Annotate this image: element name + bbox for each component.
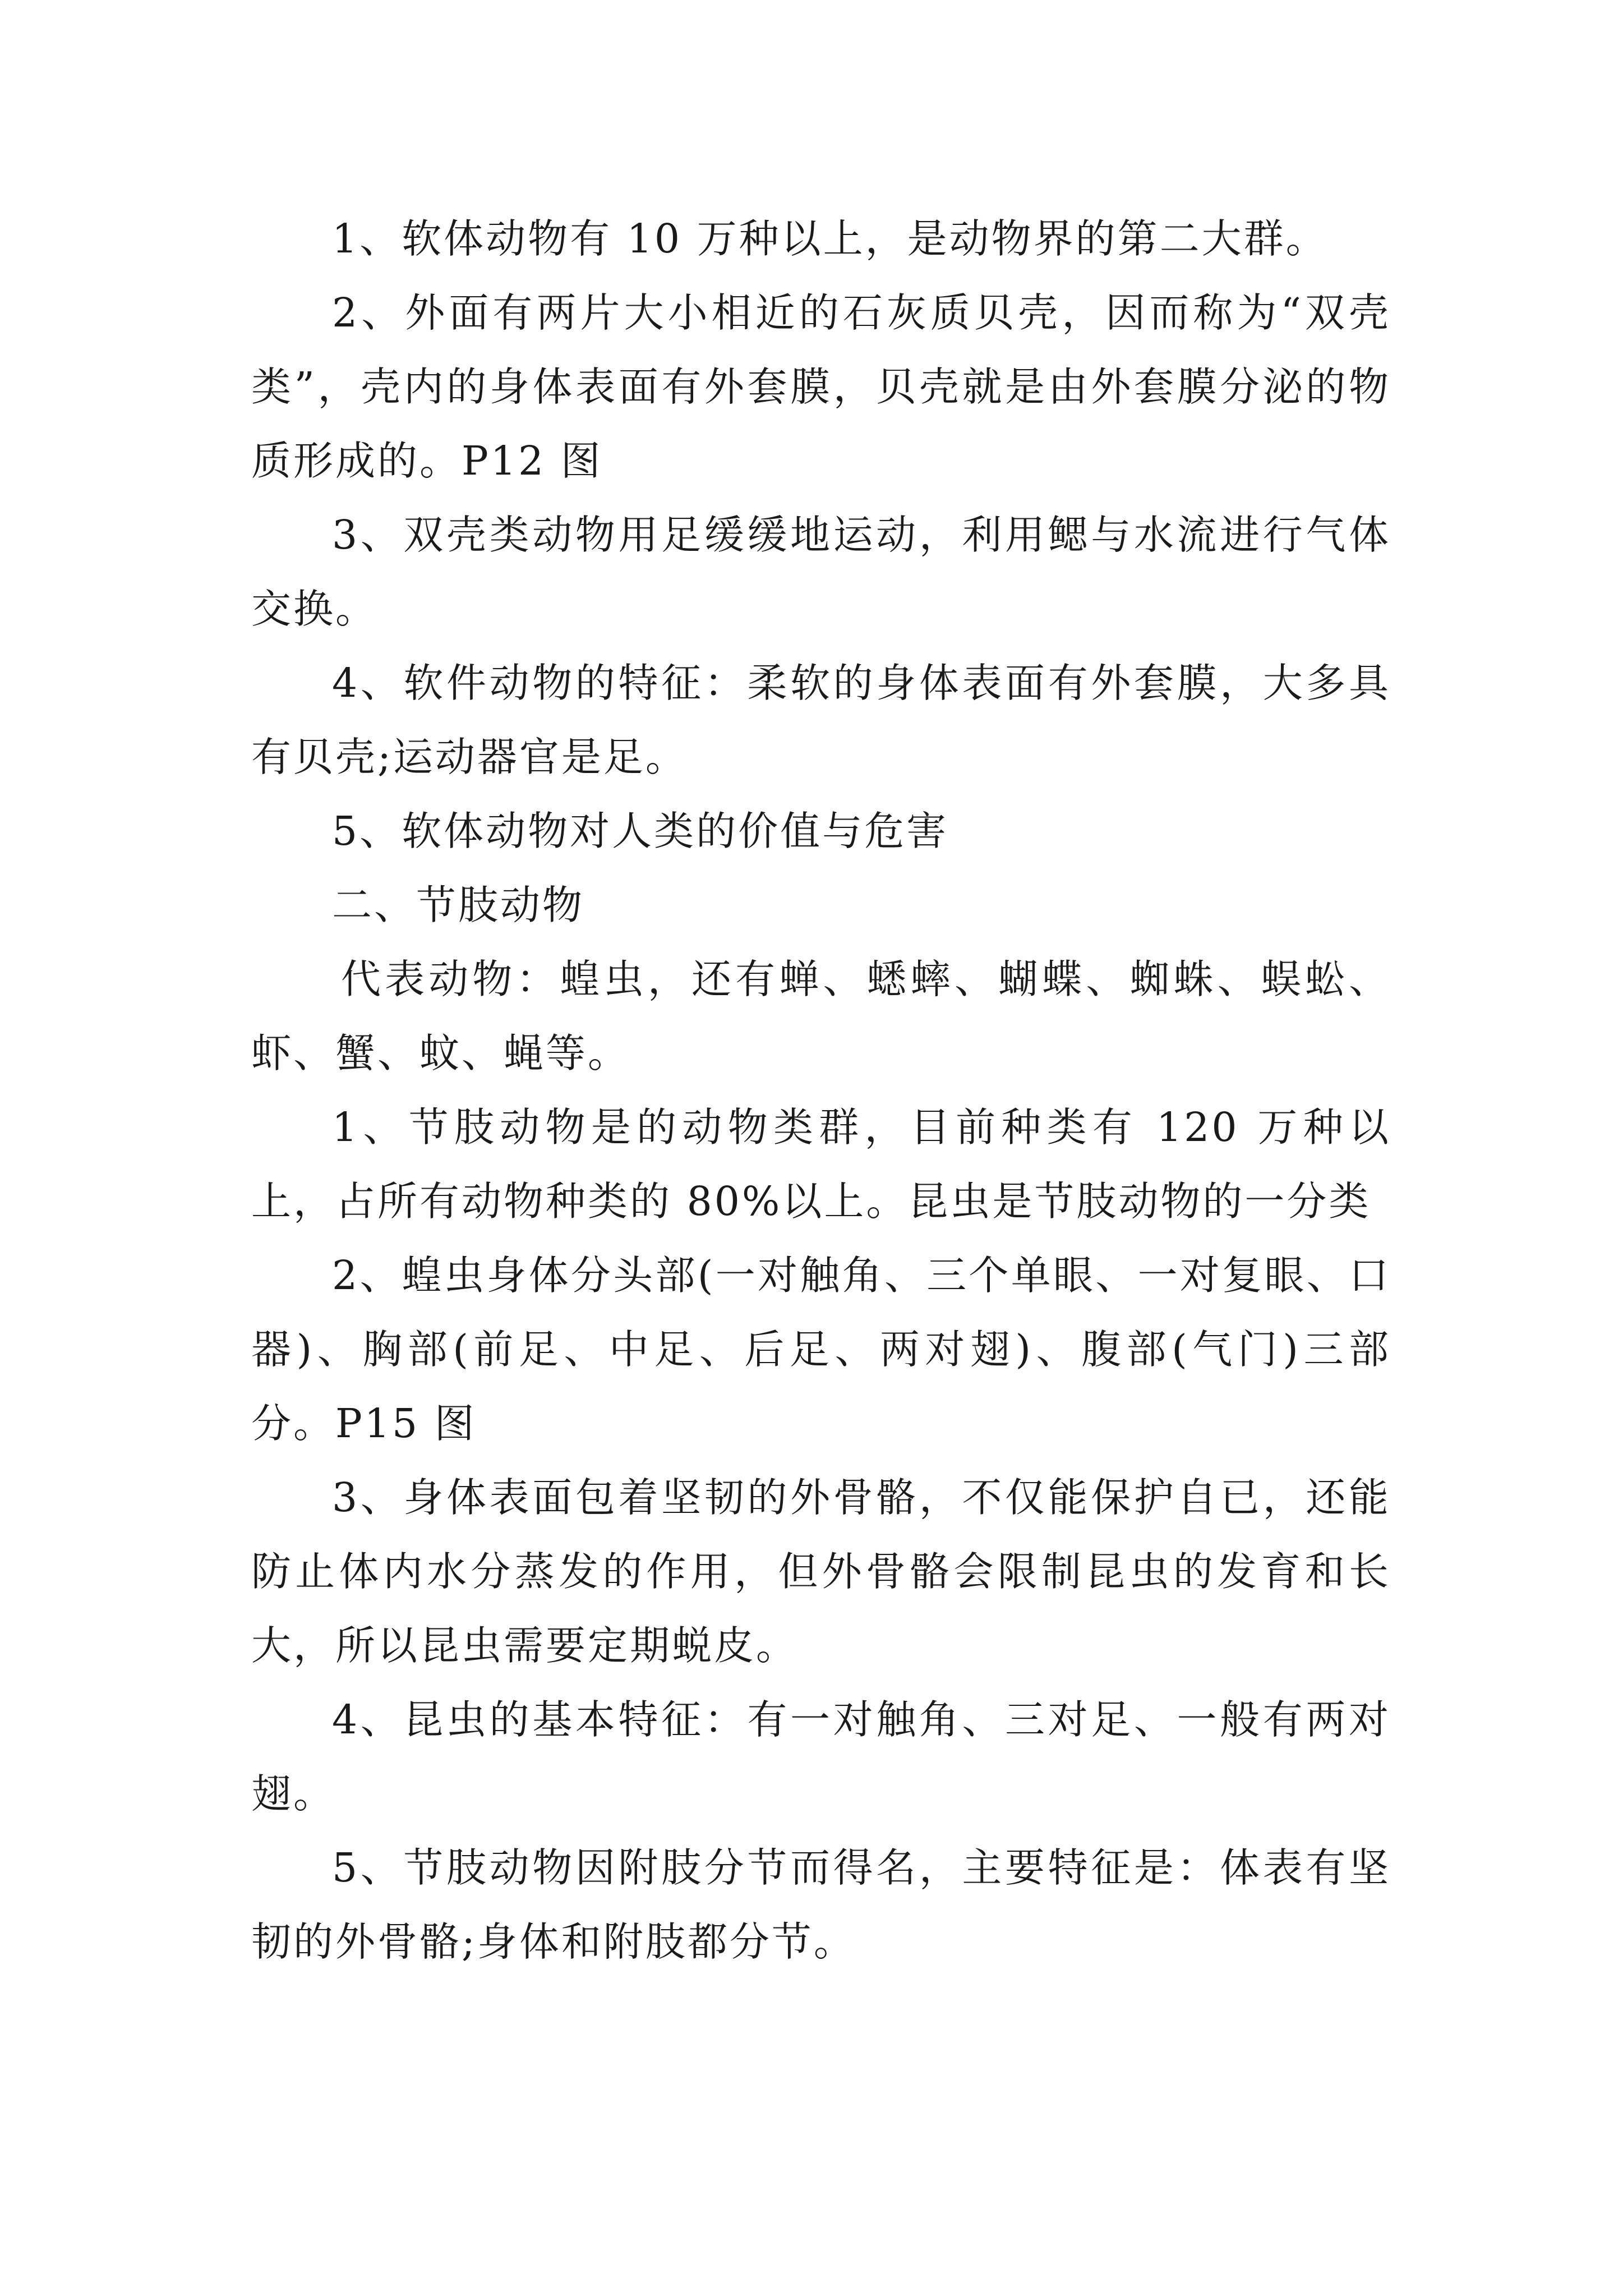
document-body xyxy=(251,202,1391,1979)
paragraph-insect-features: 4、昆虫的基本特征：有一对触角、三对足、一般有两对翅。 xyxy=(251,1696,1391,1817)
paragraph-mollusk-features: 4、软件动物的特征：柔软的身体表面有外套膜，大多具有贝壳;运动器官是足。 xyxy=(251,660,1391,780)
paragraph-arthropod-species: 1、节肢动物是的动物类群，目前种类有 120 万种以上，占所有动物种类的 80%以上。昆虫是节肢动物的一分类 xyxy=(251,1104,1391,1225)
paragraph-arthropod-features: 5、节肢动物因附肢分节而得名，主要特征是：体表有坚韧的外骨骼;身体和附肢都分节。 xyxy=(251,1844,1391,1965)
paragraph-representative-animals: 代表动物：蝗虫，还有蝉、蟋蟀、蝴蝶、蜘蛛、蜈蚣、虾、蟹、蚊、蝇等。 xyxy=(251,956,1391,1076)
section-heading-arthropods: 二、节肢动物 xyxy=(332,882,585,928)
paragraph-bivalve-shell: 2、外面有两片大小相近的石灰质贝壳，因而称为“双壳类”，壳内的身体表面有外套膜，贝壳就是由外套膜分泌的物质形成的。P12 图 xyxy=(251,289,1391,484)
paragraph-exoskeleton: 3、身体表面包着坚韧的外骨骼，不仅能保护自已，还能防止体内水分蒸发的作用，但外骨骼会限制昆虫的发育和长大，所以昆虫需要定期蜕皮。 xyxy=(251,1474,1391,1669)
paragraph-locust-body: 2、蝗虫身体分头部(一对触角、三个单眼、一对复眼、口器)、胸部(前足、中足、后足、两对翅)、腹部(气门)三部分。P15 图 xyxy=(251,1252,1391,1447)
paragraph-mollusk-species: 1、软体动物有 10 万种以上，是动物界的第二大群。 xyxy=(332,215,1328,262)
paragraph-bivalve-movement: 3、双壳类动物用足缓缓地运动，利用鳃与水流进行气体交换。 xyxy=(251,512,1391,632)
paragraph-mollusk-value: 5、软体动物对人类的价值与危害 xyxy=(332,808,949,854)
